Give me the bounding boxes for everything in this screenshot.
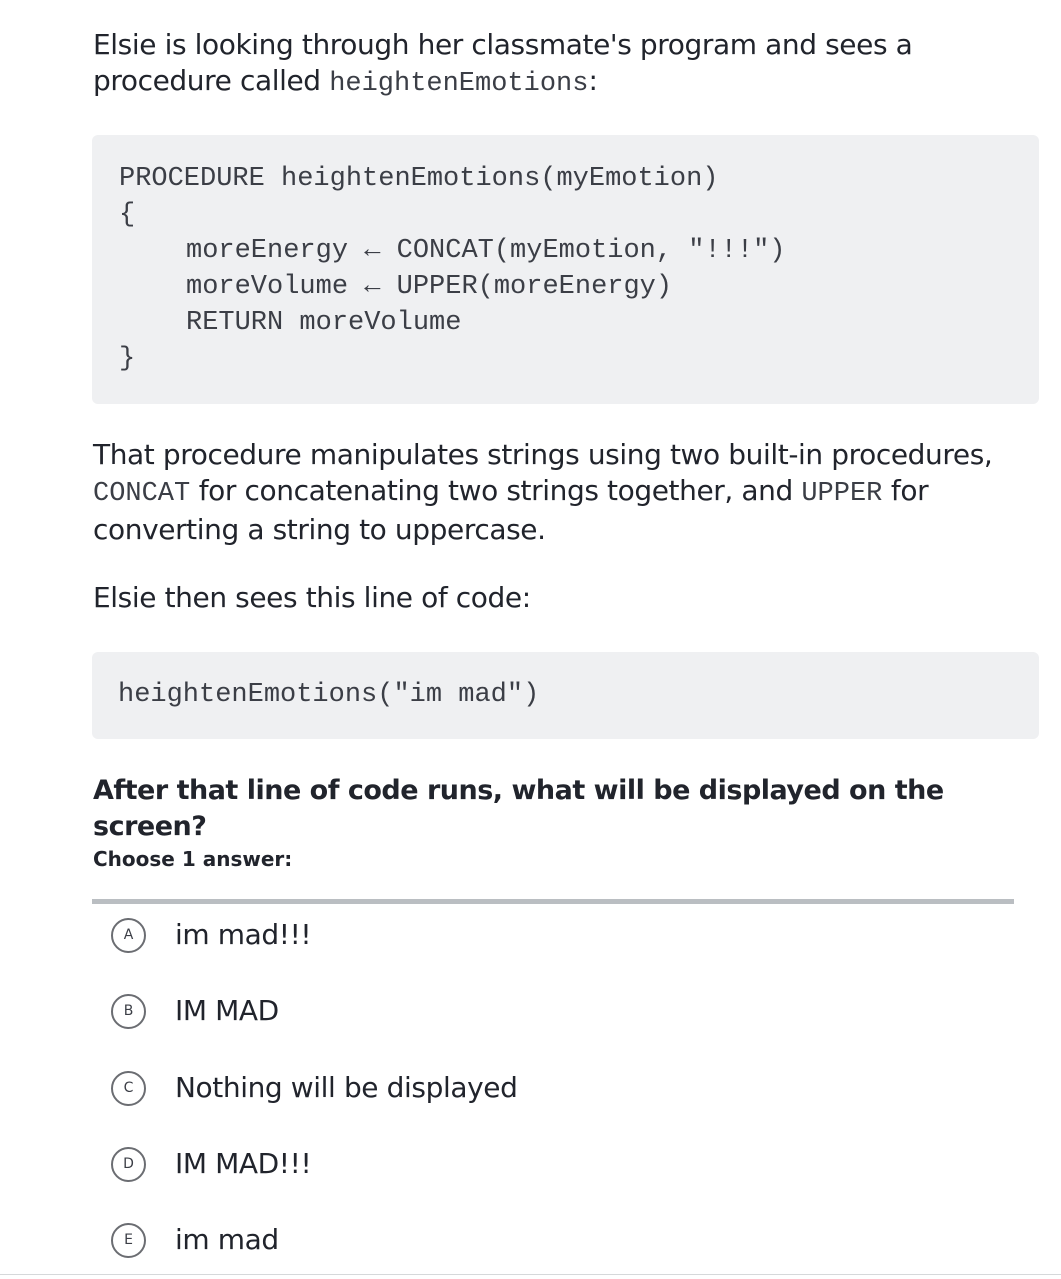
concat-inline-code: CONCAT: [93, 479, 191, 509]
option-b-letter-badge: B: [111, 994, 146, 1029]
code-line-procedure-header: PROCEDURE heightenEmotions(myEmotion): [119, 164, 719, 194]
call-code-block: [92, 652, 1039, 739]
option-c-letter-badge: C: [111, 1071, 146, 1106]
option-b[interactable]: [93, 988, 993, 1038]
code-close-brace: }: [119, 344, 136, 374]
option-c[interactable]: [93, 1065, 993, 1115]
option-e-label: im mad: [175, 1223, 279, 1256]
answers-divider: [92, 899, 1014, 904]
code-line-more-energy: moreEnergy ← CONCAT(myEmotion, "!!!"): [186, 236, 786, 266]
option-a[interactable]: [93, 912, 993, 962]
intro-paragraph: [93, 27, 1038, 102]
code-open-brace: {: [119, 200, 136, 230]
intro-procedure-name: heightenEmotions: [329, 69, 589, 99]
option-b-label: IM MAD: [175, 994, 279, 1027]
explanation-text-3: for converting a string to uppercase.: [93, 474, 929, 546]
option-e[interactable]: [93, 1217, 993, 1267]
question-text: After that line of code runs, what will be displayed on the screen?: [93, 775, 944, 842]
explanation-text-1: That procedure manipulates strings using two built-in procedures,: [93, 438, 993, 471]
explanation-text-2: for concatenating two strings together, and: [190, 474, 802, 507]
upper-inline-code: UPPER: [801, 479, 883, 509]
option-c-label: Nothing will be displayed: [175, 1071, 518, 1104]
code-line-more-volume: moreVolume ← UPPER(moreEnergy): [186, 272, 673, 302]
option-a-letter-badge: A: [111, 918, 146, 953]
code-line-call: heightenEmotions("im mad"): [118, 680, 540, 710]
then-text: Elsie then sees this line of code:: [93, 581, 531, 614]
procedure-code-block: [92, 135, 1039, 404]
code-line-return: RETURN moreVolume: [186, 308, 462, 338]
choose-label: Choose 1 answer:: [93, 847, 293, 871]
intro-text: Elsie is looking through her classmate's program and sees a procedure called: [93, 28, 913, 97]
option-d-letter-badge: D: [111, 1147, 146, 1182]
intro-colon: :: [588, 64, 598, 97]
option-d[interactable]: [93, 1141, 993, 1191]
bottom-divider: [0, 1274, 1061, 1275]
option-e-letter-badge: E: [111, 1223, 146, 1258]
option-d-label: IM MAD!!!: [175, 1147, 312, 1180]
option-a-label: im mad!!!: [175, 918, 312, 951]
explanation-paragraph: [93, 437, 1038, 548]
